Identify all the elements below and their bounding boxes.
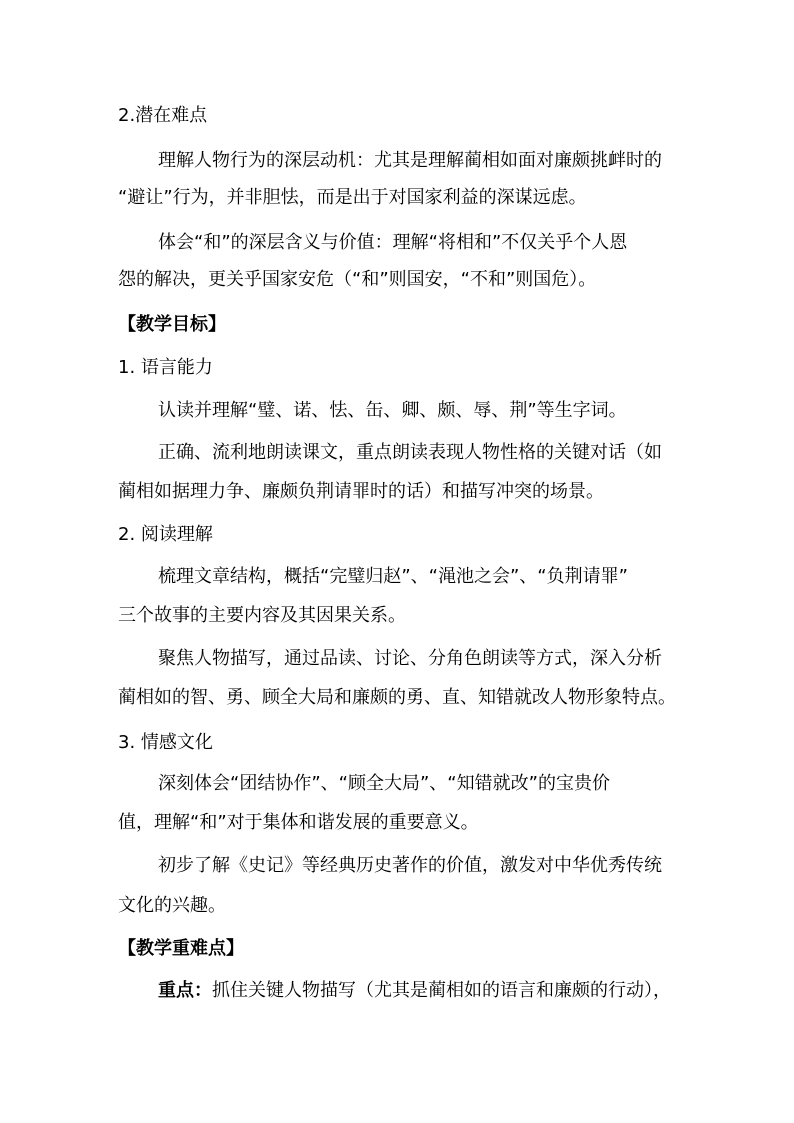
paragraph-line: 蔺相如的智、勇、顾全大局和廉颇的勇、直、知错就改人物形象特点。: [118, 687, 676, 708]
subheading-reading-comprehension: 2. 阅读理解: [118, 524, 213, 545]
paragraph-line: 值，理解“和”对于集体和谐发展的重要意义。: [118, 812, 479, 833]
section-heading-key-difficulties: 【教学重难点】: [118, 938, 244, 959]
paragraph-line: 深刻体会“团结协作”、“顾全大局”、“知错就改”的宝贵价: [158, 773, 610, 794]
paragraph-line: 初步了解《史记》等经典历史著作的价值，激发对中华优秀传统: [158, 855, 662, 876]
paragraph-line: “避让”行为，并非胆怯，而是出于对国家利益的深谋远虑。: [118, 187, 587, 208]
key-point-line: [158, 979, 698, 1003]
paragraph-line: 理解人物行为的深层动机：尤其是理解蔺相如面对廉颇挑衅时的: [158, 150, 662, 171]
paragraph-line: 体会“和”的深层含义与价值：理解“将相和”不仅关乎个人恩: [158, 232, 628, 253]
paragraph-line: 正确、流利地朗读课文，重点朗读表现人物性格的关键对话（如: [158, 442, 662, 463]
section-heading-potential-difficulties: 2.潜在难点: [118, 105, 208, 126]
paragraph-line: 聚焦人物描写，通过品读、讨论、分角色朗读等方式，深入分析: [158, 648, 662, 669]
paragraph-line: 怨的解决，更关乎国家安危（“和”则国安，“不和”则国危）。: [118, 269, 597, 290]
paragraph-line: 认读并理解“璧、诺、怯、缶、卿、颇、辱、荆”等生字词。: [158, 400, 627, 421]
subheading-language-ability: 1. 语言能力: [118, 357, 213, 378]
paragraph-line: 三个故事的主要内容及其因果关系。: [118, 605, 406, 626]
paragraph-line: 梳理文章结构，概括“完璧归赵”、“渑池之会”、“负荆请罪”: [158, 566, 628, 587]
paragraph-line: 文化的兴趣。: [118, 895, 226, 916]
key-point-label: 重点：: [158, 980, 212, 1001]
paragraph-line: 蔺相如据理力争、廉颇负荆请罪时的话）和描写冲突的场景。: [118, 481, 604, 502]
subheading-emotion-culture: 3. 情感文化: [118, 732, 213, 753]
key-point-text: 抓住关键人物描写（尤其是蔺相如的语言和廉颇的行动），: [212, 980, 671, 1001]
section-heading-teaching-goals: 【教学目标】: [118, 314, 226, 335]
